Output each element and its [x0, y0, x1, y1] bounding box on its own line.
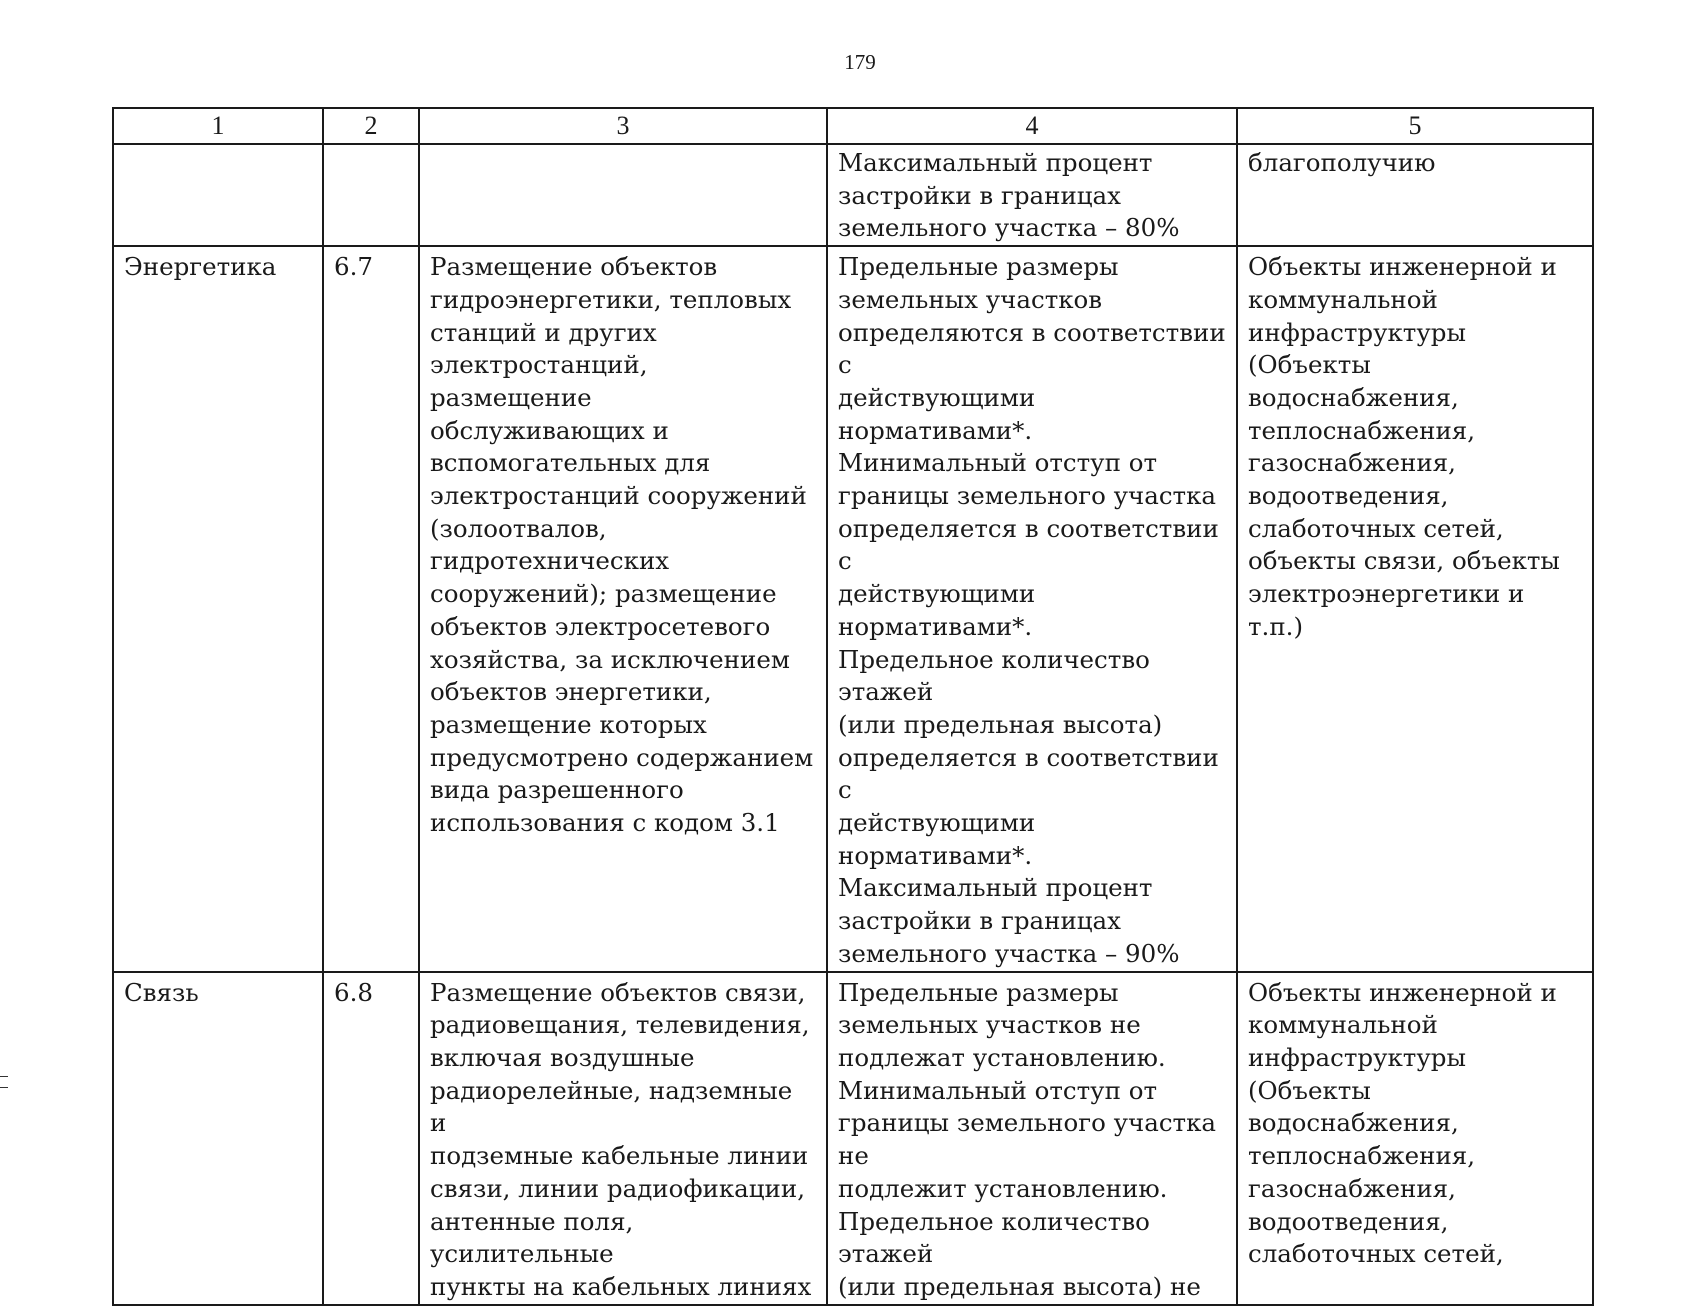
description-cell — [419, 144, 827, 246]
page-number: 179 — [844, 50, 876, 74]
zoning-table — [112, 107, 1594, 1306]
header-cell-5: 5 — [1237, 108, 1593, 144]
table-row — [113, 972, 1593, 1305]
activity-cell: Связь — [113, 972, 323, 1305]
objects-cell: Объекты инженерной и коммунальной инфраструктуры (Объекты водоснабжения, теплоснабжения, газоснабжения, водоотведения, слаботочных сетей, объекты связи, объекты электроэнергетики и т.п.) — [1237, 246, 1593, 971]
header-cell-3: 3 — [419, 108, 827, 144]
table-row — [113, 144, 1593, 246]
code-cell: 6.7 — [323, 246, 419, 971]
header-cell-1: 1 — [113, 108, 323, 144]
table-header-row — [113, 108, 1593, 144]
code-cell — [323, 144, 419, 246]
header-cell-2: 2 — [323, 108, 419, 144]
parameters-cell: Максимальный процент застройки в границах земельного участка – 80% — [827, 144, 1237, 246]
objects-cell: Объекты инженерной и коммунальной инфраструктуры (Объекты водоснабжения, теплоснабжения, газоснабжения, водоотведения, слаботочных сетей, — [1237, 972, 1593, 1305]
parameters-cell: Предельные размеры земельных участков не подлежат установлению. Минимальный отступ от границы земельного участка не подлежит установлению. Предельное количество этажей (или предельная высота) не — [827, 972, 1237, 1305]
description-cell: Размещение объектов гидроэнергетики, тепловых станций и других электростанций, размещение обслуживающих и вспомогательных для электростанций сооружений (золоотвалов, гидротехнических сооружений); размещение объектов электросетевого хозяйства, за исключением объектов энергетики, размещение которых предусмотрено содержанием вида разрешенного использования с кодом 3.1 — [419, 246, 827, 971]
parameters-cell: Предельные размеры земельных участков определяются в соответствии с действующими нормативами*. Минимальный отступ от границы земельного участка определяется в соответствии с действующими нормативами*. Предельное количество этажей (или предельная высота) определяется в соответствии с действующими нормативами*. Максимальный процент застройки в границах земельного участка – 90% — [827, 246, 1237, 971]
scan-edge-mark — [0, 1076, 8, 1088]
description-cell: Размещение объектов связи, радиовещания, телевидения, включая воздушные радиорелейные, надземные и подземные кабельные линии связи, линии радиофикации, антенные поля, усилительные пункты на кабельных линиях — [419, 972, 827, 1305]
header-cell-4: 4 — [827, 108, 1237, 144]
objects-cell: благополучию — [1237, 144, 1593, 246]
activity-cell — [113, 144, 323, 246]
code-cell: 6.8 — [323, 972, 419, 1305]
table-row — [113, 246, 1593, 971]
activity-cell: Энергетика — [113, 246, 323, 971]
